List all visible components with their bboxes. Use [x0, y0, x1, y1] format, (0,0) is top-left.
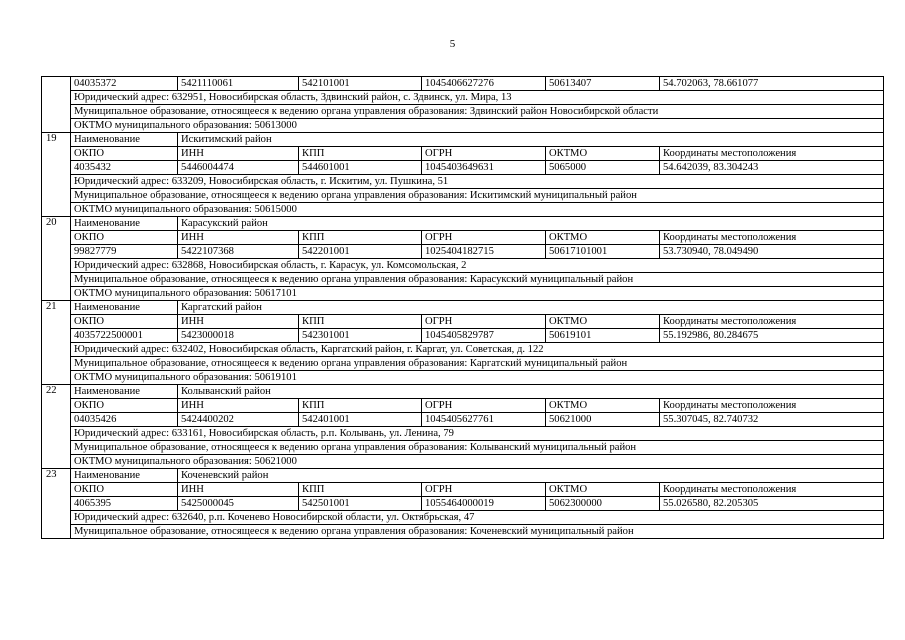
entry-municipality-row	[42, 273, 884, 287]
label-kpp: КПП	[299, 315, 422, 329]
entry-num-cell	[42, 189, 71, 203]
entry-name: Каргатский район	[178, 301, 884, 315]
entry-num-cell	[42, 427, 71, 441]
entry-okpo: 4035432	[71, 161, 178, 175]
entry-name-row	[42, 217, 884, 231]
entry-address-row	[42, 427, 884, 441]
entry-municipality-row	[42, 441, 884, 455]
label-inn: ИНН	[178, 483, 299, 497]
carry-oktmo-mo: ОКТМО муниципального образования: 50613000	[71, 119, 884, 133]
entry-oktmo-mo-row	[42, 287, 884, 301]
registry-table	[41, 76, 884, 539]
entry-oktmo: 50621000	[546, 413, 660, 427]
entry-num-cell	[42, 525, 71, 539]
entry-header-row	[42, 399, 884, 413]
entry-num-cell	[42, 497, 71, 511]
label-name: Наименование	[71, 217, 178, 231]
entry-num-cell	[42, 287, 71, 301]
label-name: Наименование	[71, 469, 178, 483]
entry-municipality: Муниципальное образование, относящееся к ведению органа управления образования: Колыванский муниципальный район	[71, 441, 884, 455]
entry-ogrn: 1045403649631	[422, 161, 546, 175]
entry-oktmo: 50619101	[546, 329, 660, 343]
entry-oktmo: 5065000	[546, 161, 660, 175]
entry-num-cell	[42, 161, 71, 175]
label-inn: ИНН	[178, 231, 299, 245]
entry-okpo: 99827779	[71, 245, 178, 259]
entry-header-row	[42, 483, 884, 497]
entry-oktmo-mo: ОКТМО муниципального образования: 50621000	[71, 455, 884, 469]
entry-values-row	[42, 329, 884, 343]
label-okpo: ОКПО	[71, 315, 178, 329]
entry-municipality: Муниципальное образование, относящееся к ведению органа управления образования: Коченевский муниципальный район	[71, 525, 884, 539]
label-oktmo: ОКТМО	[546, 483, 660, 497]
entry-name: Карасукский район	[178, 217, 884, 231]
entry-kpp: 542301001	[299, 329, 422, 343]
registry-body	[42, 77, 884, 539]
entry-num-cell	[42, 273, 71, 287]
entry-oktmo-mo: ОКТМО муниципального образования: 50617101	[71, 287, 884, 301]
carry-oktmo-mo-row	[42, 119, 884, 133]
entry-municipality: Муниципальное образование, относящееся к ведению органа управления образования: Каргатский муниципальный район	[71, 357, 884, 371]
entry-kpp: 542201001	[299, 245, 422, 259]
entry-num-cell	[42, 315, 71, 329]
label-kpp: КПП	[299, 483, 422, 497]
entry-number: 23	[42, 469, 71, 483]
entry-values-row	[42, 497, 884, 511]
entry-num-cell	[42, 147, 71, 161]
label-coords: Координаты местоположения	[660, 231, 884, 245]
carry-num-cell	[42, 91, 71, 105]
label-kpp: КПП	[299, 399, 422, 413]
label-name: Наименование	[71, 301, 178, 315]
entry-name: Искитимский район	[178, 133, 884, 147]
entry-inn: 5423000018	[178, 329, 299, 343]
entry-num-cell	[42, 245, 71, 259]
entry-municipality-row	[42, 525, 884, 539]
entry-num-cell	[42, 357, 71, 371]
entry-header-row	[42, 231, 884, 245]
label-coords: Координаты местоположения	[660, 399, 884, 413]
carry-municipality-row	[42, 105, 884, 119]
entry-num-cell	[42, 175, 71, 189]
carry-coords: 54.702063, 78.661077	[660, 77, 884, 91]
label-inn: ИНН	[178, 147, 299, 161]
carry-address-row	[42, 91, 884, 105]
entry-oktmo-mo-row	[42, 203, 884, 217]
label-oktmo: ОКТМО	[546, 399, 660, 413]
entry-address: Юридический адрес: 633209, Новосибирская область, г. Искитим, ул. Пушкина, 51	[71, 175, 884, 189]
entry-municipality-row	[42, 357, 884, 371]
carry-oktmo: 50613407	[546, 77, 660, 91]
entry-num-cell	[42, 441, 71, 455]
entry-name-row	[42, 133, 884, 147]
carry-okpo: 04035372	[71, 77, 178, 91]
entry-num-cell	[42, 455, 71, 469]
entry-okpo: 4035722500001	[71, 329, 178, 343]
carry-municipality: Муниципальное образование, относящееся к ведению органа управления образования: Здвинский район Новосибирской области	[71, 105, 884, 119]
entry-kpp: 544601001	[299, 161, 422, 175]
entry-municipality: Муниципальное образование, относящееся к ведению органа управления образования: Искитимский муниципальный район	[71, 189, 884, 203]
entry-address-row	[42, 259, 884, 273]
entry-inn: 5425000045	[178, 497, 299, 511]
entry-num-cell	[42, 329, 71, 343]
entry-address: Юридический адрес: 633161, Новосибирская область, р.п. Колывань, ул. Ленина, 79	[71, 427, 884, 441]
carry-kpp: 542101001	[299, 77, 422, 91]
label-coords: Координаты местоположения	[660, 483, 884, 497]
entry-oktmo-mo: ОКТМО муниципального образования: 50619101	[71, 371, 884, 385]
label-okpo: ОКПО	[71, 399, 178, 413]
entry-inn: 5424400202	[178, 413, 299, 427]
entry-num-cell	[42, 231, 71, 245]
label-kpp: КПП	[299, 147, 422, 161]
entry-okpo: 04035426	[71, 413, 178, 427]
entry-okpo: 4065395	[71, 497, 178, 511]
label-ogrn: ОГРН	[422, 231, 546, 245]
entry-number: 22	[42, 385, 71, 399]
entry-values-row	[42, 245, 884, 259]
entry-municipality-row	[42, 189, 884, 203]
label-oktmo: ОКТМО	[546, 147, 660, 161]
entry-name-row	[42, 301, 884, 315]
entry-name: Коченевский район	[178, 469, 884, 483]
entry-kpp: 542401001	[299, 413, 422, 427]
entry-values-row	[42, 161, 884, 175]
entry-name-row	[42, 469, 884, 483]
entry-kpp: 542501001	[299, 497, 422, 511]
entry-coords: 53.730940, 78.049490	[660, 245, 884, 259]
page-number: 5	[449, 38, 456, 50]
carry-num-cell	[42, 105, 71, 119]
label-coords: Координаты местоположения	[660, 147, 884, 161]
label-ogrn: ОГРН	[422, 315, 546, 329]
entry-num-cell	[42, 511, 71, 525]
label-okpo: ОКПО	[71, 231, 178, 245]
label-oktmo: ОКТМО	[546, 231, 660, 245]
carry-num-cell	[42, 77, 71, 91]
entry-num-cell	[42, 399, 71, 413]
entry-num-cell	[42, 259, 71, 273]
label-kpp: КПП	[299, 231, 422, 245]
entry-address-row	[42, 343, 884, 357]
entry-address: Юридический адрес: 632402, Новосибирская область, Каргатский район, г. Каргат, ул. Советская, д. 122	[71, 343, 884, 357]
carry-inn: 5421110061	[178, 77, 299, 91]
entry-address: Юридический адрес: 632868, Новосибирская область, г. Карасук, ул. Комсомольская, 2	[71, 259, 884, 273]
entry-name: Колыванский район	[178, 385, 884, 399]
entry-inn: 5446004474	[178, 161, 299, 175]
carry-codes-row	[42, 77, 884, 91]
entry-header-row	[42, 315, 884, 329]
entry-address-row	[42, 511, 884, 525]
label-name: Наименование	[71, 133, 178, 147]
entry-ogrn: 1045405627761	[422, 413, 546, 427]
entry-coords: 54.642039, 83.304243	[660, 161, 884, 175]
entry-num-cell	[42, 371, 71, 385]
entry-ogrn: 1045405829787	[422, 329, 546, 343]
entry-num-cell	[42, 343, 71, 357]
entry-name-row	[42, 385, 884, 399]
label-inn: ИНН	[178, 399, 299, 413]
label-oktmo: ОКТМО	[546, 315, 660, 329]
entry-num-cell	[42, 413, 71, 427]
label-name: Наименование	[71, 385, 178, 399]
label-okpo: ОКПО	[71, 147, 178, 161]
label-ogrn: ОГРН	[422, 483, 546, 497]
carry-address: Юридический адрес: 632951, Новосибирская область, Здвинский район, с. Здвинск, ул. Мира, 13	[71, 91, 884, 105]
label-okpo: ОКПО	[71, 483, 178, 497]
entry-number: 20	[42, 217, 71, 231]
entry-num-cell	[42, 483, 71, 497]
entry-oktmo-mo: ОКТМО муниципального образования: 50615000	[71, 203, 884, 217]
entry-ogrn: 1055464000019	[422, 497, 546, 511]
entry-coords: 55.307045, 82.740732	[660, 413, 884, 427]
label-ogrn: ОГРН	[422, 147, 546, 161]
entry-number: 21	[42, 301, 71, 315]
entry-address: Юридический адрес: 632640, р.п. Коченево Новосибирской области, ул. Октябрьская, 47	[71, 511, 884, 525]
carry-ogrn: 1045406627276	[422, 77, 546, 91]
label-inn: ИНН	[178, 315, 299, 329]
entry-inn: 5422107368	[178, 245, 299, 259]
entry-oktmo: 50617101001	[546, 245, 660, 259]
label-ogrn: ОГРН	[422, 399, 546, 413]
label-coords: Координаты местоположения	[660, 315, 884, 329]
entry-coords: 55.026580, 82.205305	[660, 497, 884, 511]
entry-coords: 55.192986, 80.284675	[660, 329, 884, 343]
entry-header-row	[42, 147, 884, 161]
entry-oktmo: 5062300000	[546, 497, 660, 511]
entry-oktmo-mo-row	[42, 371, 884, 385]
entry-oktmo-mo-row	[42, 455, 884, 469]
entry-address-row	[42, 175, 884, 189]
entry-number: 19	[42, 133, 71, 147]
carry-num-cell	[42, 119, 71, 133]
entry-values-row	[42, 413, 884, 427]
entry-ogrn: 1025404182715	[422, 245, 546, 259]
entry-municipality: Муниципальное образование, относящееся к ведению органа управления образования: Карасукский муниципальный район	[71, 273, 884, 287]
entry-num-cell	[42, 203, 71, 217]
